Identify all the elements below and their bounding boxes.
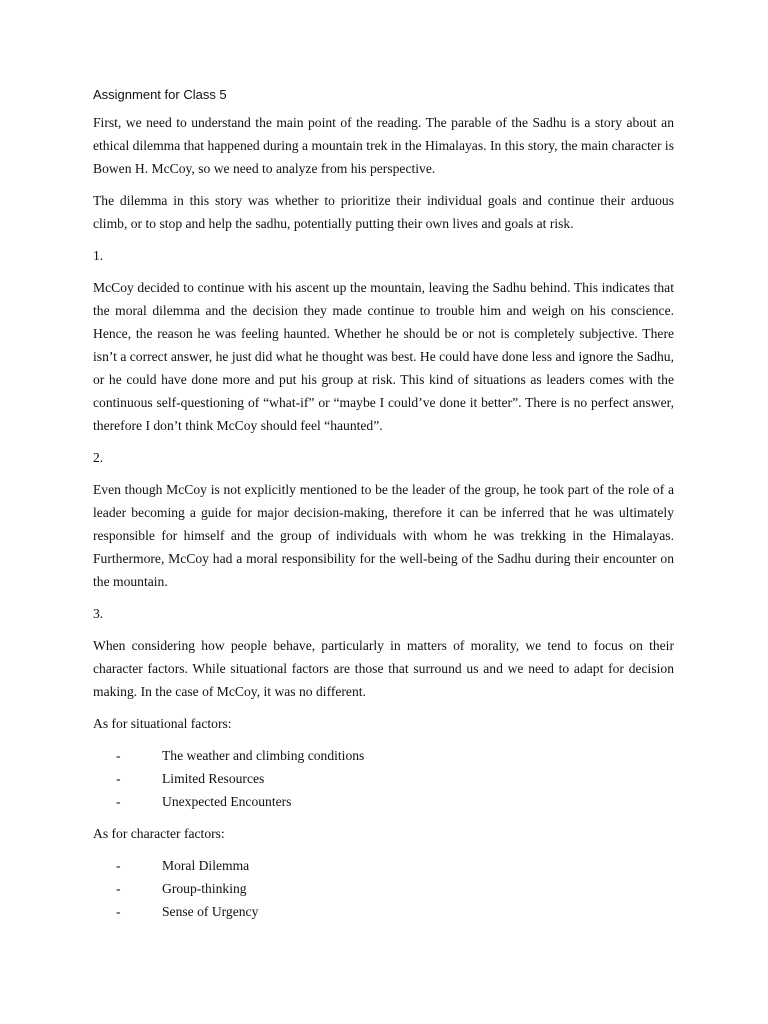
list-item — [93, 877, 674, 900]
bullet-dash: - — [116, 858, 121, 873]
list-item-text: Moral Dilemma — [162, 858, 250, 873]
bullet-dash: - — [116, 904, 121, 919]
document-body — [93, 86, 674, 932]
section-3-paragraph: When considering how people behave, particularly in matters of morality, we tend to focus on their character factors. While situational factors are those that surround us and we need to adapt for decision making. In the case of McCoy, it was no different. — [93, 638, 674, 699]
character-factors-intro: As for character factors: — [93, 826, 225, 841]
list-item-text: Limited Resources — [162, 771, 265, 786]
document-heading: Assignment for Class 5 — [93, 87, 227, 102]
list-item — [93, 790, 674, 813]
list-item-text: Unexpected Encounters — [162, 794, 292, 809]
bullet-dash: - — [116, 794, 121, 809]
bullet-dash: - — [116, 748, 121, 763]
dilemma-paragraph: The dilemma in this story was whether to prioritize their individual goals and continue their arduous climb, or to stop and help the sadhu, potentially putting their own lives and goals at risk. — [93, 193, 674, 231]
list-item — [93, 854, 674, 877]
character-factors-list — [93, 854, 674, 923]
bullet-dash: - — [116, 881, 121, 896]
list-item — [93, 744, 674, 767]
section-number-1: 1. — [93, 248, 104, 263]
list-item-text: Sense of Urgency — [162, 904, 259, 919]
list-item-text: The weather and climbing conditions — [162, 748, 365, 763]
list-item — [93, 767, 674, 790]
situational-factors-intro: As for situational factors: — [93, 716, 232, 731]
situational-factors-list — [93, 744, 674, 813]
bullet-dash: - — [116, 771, 121, 786]
section-number-2: 2. — [93, 450, 104, 465]
intro-paragraph: First, we need to understand the main point of the reading. The parable of the Sadhu is a story about an ethical dilemma that happened during a mountain trek in the Himalayas. In this story, the main character is Bowen H. McCoy, so we need to analyze from his perspective. — [93, 115, 674, 176]
section-1-paragraph: McCoy decided to continue with his ascent up the mountain, leaving the Sadhu behind. This indicates that the moral dilemma and the decision they made continue to trouble him and weigh on his conscience. Hence, the reason he was feeling haunted. Whether he should be or not is completely subjective. There isn’t a correct answer, he just did what he thought was best. He could have done less and ignore the Sadhu, or he could have done more and put his group at risk. This kind of situations as leaders comes with the continuous self-questioning of “what-if” or “maybe I could’ve done it better”. There is no perfect answer, therefore I don’t think McCoy should feel “haunted”. — [93, 280, 674, 433]
list-item-text: Group-thinking — [162, 881, 247, 896]
list-item — [93, 900, 674, 923]
section-2-paragraph: Even though McCoy is not explicitly mentioned to be the leader of the group, he took part of the role of a leader becoming a guide for major decision-making, therefore it can be inferred that he was ultimately responsible for himself and the group of individuals with whom he was trekking in the Himalayas. Furthermore, McCoy had a moral responsibility for the well-being of the Sadhu during their encounter on the mountain. — [93, 482, 674, 589]
section-number-3: 3. — [93, 606, 104, 621]
